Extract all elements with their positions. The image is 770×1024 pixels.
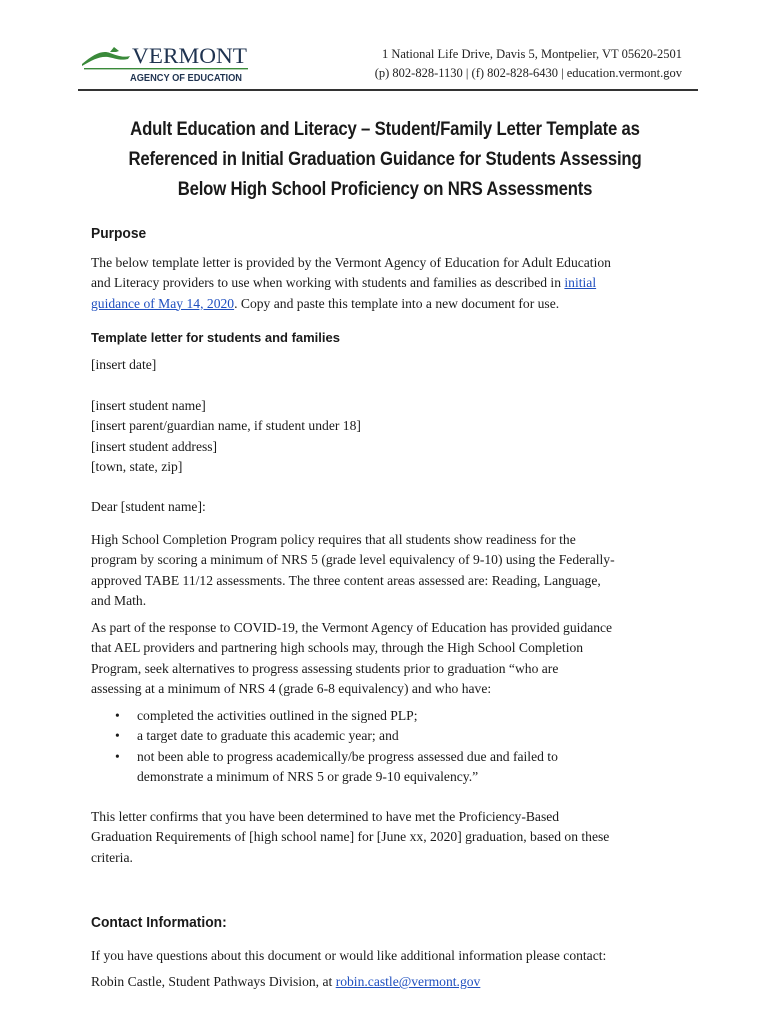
text-line: Program, seek alternatives to progress assessing students prior to graduation “who are bbox=[91, 660, 559, 676]
letter-address-block bbox=[91, 396, 691, 477]
text-line: This letter confirms that you have been determined to have met the Proficiency-Based bbox=[91, 809, 560, 824]
address-line-1: 1 National Life Drive, Davis 5, Montpelier, VT 05620-2501 bbox=[381, 47, 682, 61]
text-line: High School Completion Program policy requires that all students show readiness for the bbox=[91, 532, 576, 547]
guidance-link-continued[interactable]: guidance of May 14, 2020 bbox=[91, 295, 235, 311]
text-line: criteria. bbox=[91, 849, 133, 865]
text-line: program by scoring a minimum of NRS 5 (grade level equivalency of 9-10) using the Federally- bbox=[91, 552, 615, 568]
text-span: . Copy and paste this template into a new document for use. bbox=[234, 295, 560, 311]
address-line: [insert parent/guardian name, if student under 18] bbox=[91, 418, 361, 434]
address-line: [insert student address] bbox=[91, 438, 218, 454]
contact-email-link[interactable]: robin.castle@vermont.gov bbox=[335, 974, 481, 990]
mountain-swoosh-icon bbox=[82, 52, 130, 66]
text-span: and Literacy providers to use when working with students and families as described in bbox=[91, 275, 565, 291]
contact-paragraph bbox=[91, 946, 691, 993]
title-line: Referenced in Initial Graduation Guidance for Students Assessing bbox=[128, 149, 642, 170]
list-item bbox=[91, 726, 691, 746]
text-line: assessing at a minimum of NRS 4 (grade 6-8 equivalency) and who have: bbox=[91, 680, 492, 696]
text-line: If you have questions about this document or would like additional information please contact: bbox=[91, 948, 607, 963]
text-line: approved TABE 11/12 assessments. The three content areas assessed are: Reading, Language, bbox=[91, 572, 601, 588]
text-line: [insert date] bbox=[91, 357, 157, 372]
template-heading: Template letter for students and families bbox=[91, 330, 340, 345]
header-rule bbox=[78, 89, 698, 91]
logo-subtitle: AGENCY OF EDUCATION bbox=[130, 73, 242, 84]
text-line: Dear [student name]: bbox=[91, 499, 206, 514]
letter-paragraph-3 bbox=[91, 807, 691, 868]
text-line: that AEL providers and partnering high schools may, through the High School Completion bbox=[91, 640, 584, 656]
address-line: [town, state, zip] bbox=[91, 458, 183, 474]
text-span: Robin Castle, Student Pathways Division, at bbox=[91, 974, 336, 990]
text-line: and Math. bbox=[91, 592, 147, 608]
criteria-list bbox=[91, 706, 691, 787]
text-line: As part of the response to COVID-19, the Vermont Agency of Education has provided guidance bbox=[91, 620, 613, 635]
guidance-link[interactable]: initial bbox=[564, 275, 597, 291]
text-line: a target date to graduate this academic year; and bbox=[137, 728, 399, 744]
text-line: Graduation Requirements of [high school name] for [June xx, 2020] graduation, based on these bbox=[91, 829, 610, 845]
title-line: Below High School Proficiency on NRS Assessments bbox=[177, 179, 593, 200]
document-title bbox=[99, 115, 671, 205]
bullet-icon: • bbox=[115, 748, 120, 764]
purpose-paragraph bbox=[91, 253, 691, 314]
text-line: demonstrate a minimum of NRS 5 or grade 9-10 equivalency.” bbox=[137, 768, 479, 784]
contact-heading: Contact Information: bbox=[91, 914, 227, 931]
purpose-heading: Purpose bbox=[91, 225, 147, 242]
address-line: [insert student name] bbox=[91, 398, 206, 413]
letter-salutation bbox=[91, 497, 691, 517]
text-line: not been able to progress academically/be progress assessed due and failed to bbox=[137, 748, 558, 764]
logo-word: VERMONT bbox=[132, 44, 248, 68]
bullet-icon: • bbox=[115, 708, 120, 723]
text-line: completed the activities outlined in the signed PLP; bbox=[137, 708, 418, 723]
title-line: Adult Education and Literacy – Student/Family Letter Template as bbox=[130, 119, 640, 140]
address-line-2: (p) 802-828-1130 | (f) 802-828-6430 | education.vermont.gov bbox=[374, 66, 682, 80]
text-line: The below template letter is provided by the Vermont Agency of Education for Adult Education bbox=[91, 255, 611, 270]
letter-paragraph-1 bbox=[91, 530, 691, 611]
letter-date bbox=[91, 355, 691, 375]
list-item bbox=[91, 706, 691, 726]
vermont-aoe-logo bbox=[80, 44, 250, 86]
list-item bbox=[91, 747, 691, 788]
bullet-icon: • bbox=[115, 728, 120, 744]
letter-paragraph-2 bbox=[91, 618, 691, 699]
